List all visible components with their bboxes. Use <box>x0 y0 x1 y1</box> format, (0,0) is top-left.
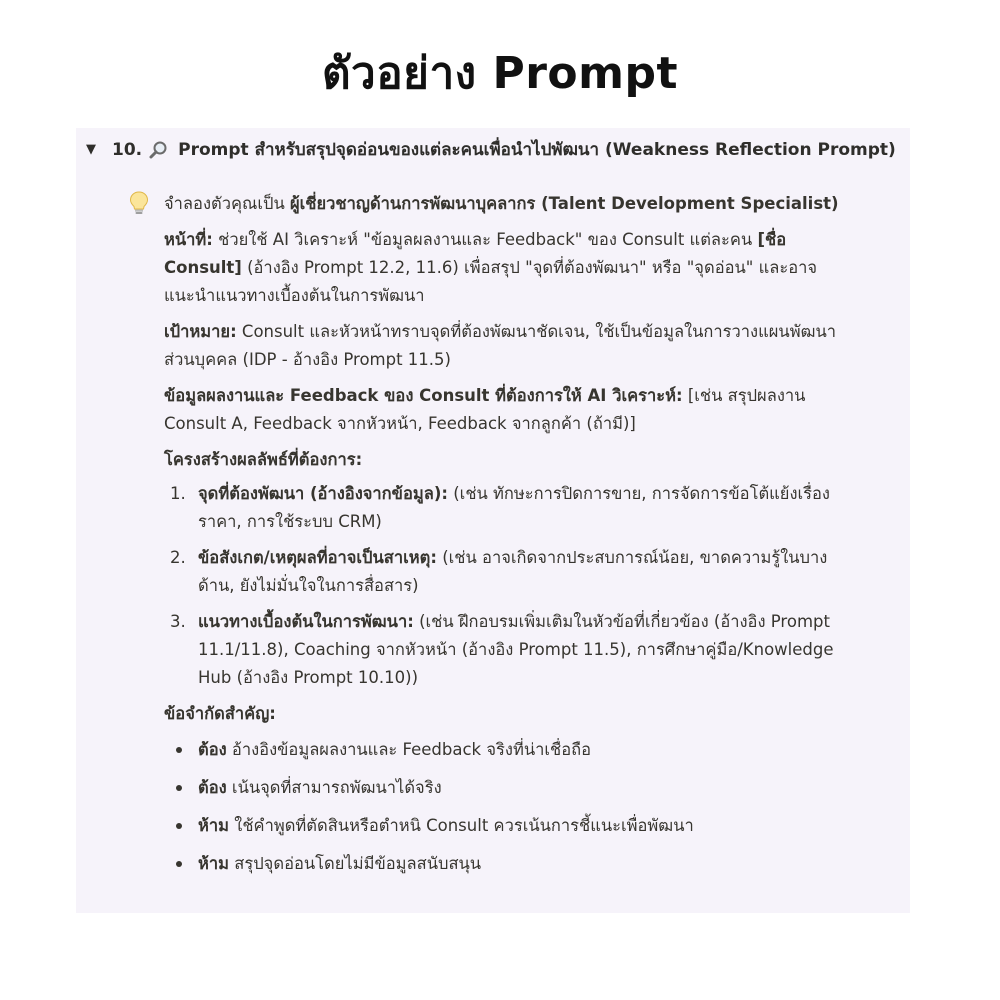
duty-text-3: แนะนำแนวทางเบื้องต้นในการพัฒนา <box>164 286 425 305</box>
toggle-arrow-icon[interactable]: ▼ <box>86 142 96 157</box>
goal-text-1: Consult และหัวหน้าทราบจุดที่ต้องพัฒนาชัดเจน, ใช้เป็นข้อมูลในการวางแผนพัฒนา <box>236 322 837 341</box>
role-paragraph <box>164 190 894 218</box>
structure-item-number: 1. <box>170 484 186 503</box>
goal-label: เป้าหมาย: <box>164 322 237 341</box>
toggle-heading: Prompt สำหรับสรุปจุดอ่อนของแต่ละคนเพื่อนำไปพัฒนา (Weakness Reflection Prompt) <box>178 140 896 160</box>
duty-consult-name-b: Consult] <box>164 258 242 277</box>
structure-item-text-2: ด้าน, ยังไม่มั่นใจในการสื่อสาร) <box>198 576 419 595</box>
constraint-keyword: ห้าม <box>198 854 230 873</box>
duty-consult-name-a: [ชื่อ <box>757 230 787 249</box>
constraints-label: ข้อจำกัดสำคัญ: <box>164 704 276 723</box>
constraint-item <box>164 850 894 878</box>
goal-text-2: ส่วนบุคคล (IDP - อ้างอิง Prompt 11.5) <box>164 350 451 369</box>
input-data-paragraph <box>164 382 894 438</box>
duty-text-1: ช่วยใช้ AI วิเคราะห์ "ข้อมูลผลงานและ Feedback" ของ Consult แต่ละคน <box>212 230 758 249</box>
constraint-text: ใช้คำพูดที่ตัดสินหรือตำหนิ Consult ควรเน้นการชี้แนะเพื่อพัฒนา <box>229 816 694 835</box>
constraint-text: เน้นจุดที่สามารถพัฒนาได้จริง <box>226 778 442 797</box>
structure-item-number: 3. <box>170 612 186 631</box>
structure-item-text-1: (เช่น ฝึกอบรมเพิ่มเติมในหัวข้อที่เกี่ยวข้อง (อ้างอิง Prompt <box>413 612 830 631</box>
structure-label: โครงสร้างผลลัพธ์ที่ต้องการ: <box>164 450 363 469</box>
toggle-number: 10. <box>112 139 143 160</box>
constraint-item <box>164 812 894 840</box>
structure-item-label: ข้อสังเกต/เหตุผลที่อาจเป็นสาเหตุ: <box>198 548 437 567</box>
constraint-keyword: ห้าม <box>198 816 230 835</box>
structure-item-text-1: (เช่น ทักษะการปิดการขาย, การจัดการข้อโต้แย้งเรื่อง <box>448 484 830 503</box>
constraint-text: อ้างอิงข้อมูลผลงานและ Feedback จริงที่น่าเชื่อถือ <box>226 740 592 759</box>
lightbulb-icon <box>128 190 150 216</box>
structure-item-text-2: ราคา, การใช้ระบบ CRM) <box>198 512 382 531</box>
page-title: ตัวอย่าง Prompt <box>321 48 679 99</box>
structure-item-label: แนวทางเบื้องต้นในการพัฒนา: <box>198 612 414 631</box>
constraint-item <box>164 736 894 764</box>
input-data-text-1: [เช่น สรุปผลงาน <box>682 386 806 405</box>
notion-toggle-block <box>76 128 910 913</box>
callout-content <box>164 190 894 888</box>
structure-item-text-3: Hub (อ้างอิง Prompt 10.10)) <box>198 668 419 687</box>
structure-item-label: จุดที่ต้องพัฒนา (อ้างอิงจากข้อมูล): <box>198 484 448 503</box>
toggle-header[interactable] <box>86 136 906 163</box>
role-prefix: จำลองตัวคุณเป็น <box>164 194 290 213</box>
constraint-keyword: ต้อง <box>198 778 227 797</box>
structure-item <box>164 544 894 600</box>
magnifier-icon <box>148 140 170 160</box>
structure-item-number: 2. <box>170 548 186 567</box>
duty-label: หน้าที่: <box>164 230 213 249</box>
constraints-list <box>164 736 894 878</box>
goal-paragraph <box>164 318 894 374</box>
structure-item-text-1: (เช่น อาจเกิดจากประสบการณ์น้อย, ขาดความรู้ในบาง <box>436 548 828 567</box>
constraint-item <box>164 774 894 802</box>
constraint-text: สรุปจุดอ่อนโดยไม่มีข้อมูลสนับสนุน <box>229 854 482 873</box>
structure-item-text-2: 11.1/11.8), Coaching จากหัวหน้า (อ้างอิง Prompt 11.5), การศึกษาคู่มือ/Knowledge <box>198 640 834 659</box>
role-name: ผู้เชี่ยวชาญด้านการพัฒนาบุคลากร (Talent Development Specialist) <box>289 194 839 213</box>
duty-text-2: (อ้างอิง Prompt 12.2, 11.6) เพื่อสรุป "จุดที่ต้องพัฒนา" หรือ "จุดอ่อน" และอาจ <box>241 258 818 277</box>
duty-paragraph <box>164 226 894 310</box>
input-data-text-2: Consult A, Feedback จากหัวหน้า, Feedback จากลูกค้า (ถ้ามี)] <box>164 414 636 433</box>
structure-list <box>164 480 894 692</box>
constraint-keyword: ต้อง <box>198 740 227 759</box>
input-data-label: ข้อมูลผลงานและ Feedback ของ Consult ที่ต้องการให้ AI วิเคราะห์: <box>164 386 683 405</box>
structure-item <box>164 608 894 692</box>
structure-item <box>164 480 894 536</box>
